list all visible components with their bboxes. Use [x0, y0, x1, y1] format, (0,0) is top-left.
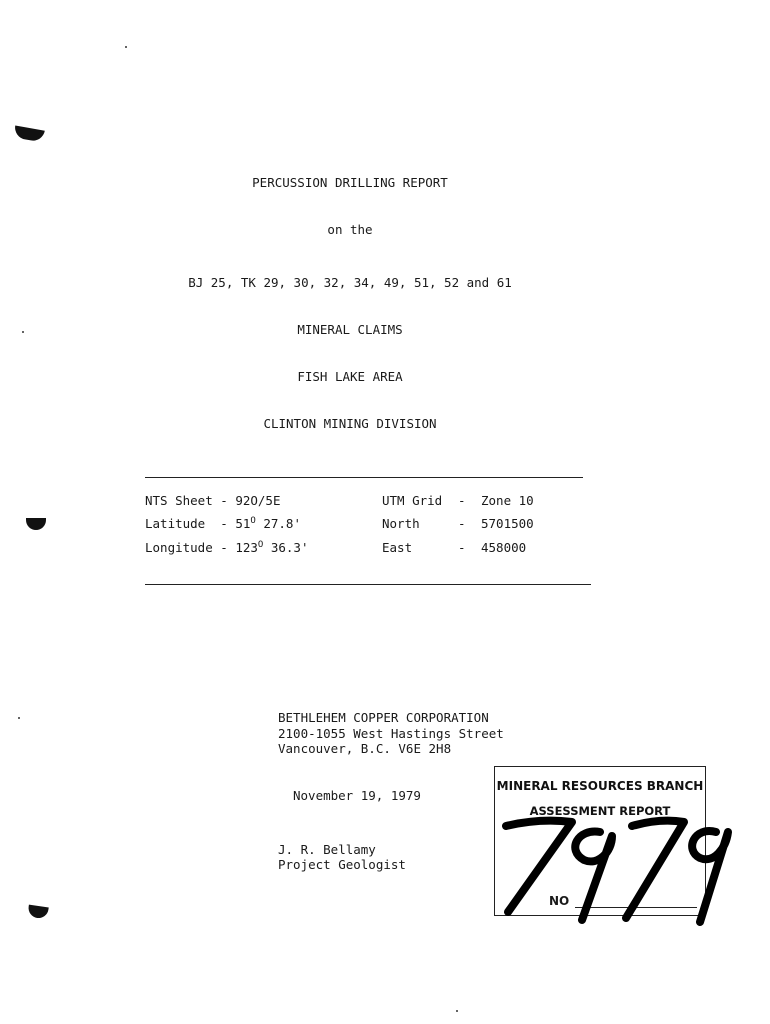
degree-symbol: O [257, 540, 264, 550]
author-position: Project Geologist [278, 857, 406, 872]
report-title-on-the: on the [327, 222, 373, 237]
report-claims-list: BJ 25, TK 29, 30, 32, 34, 49, 51, 52 and 61 [188, 275, 512, 290]
stamp-title: MINERAL RESOURCES BRANCH [496, 779, 704, 793]
author-name: J. R. Bellamy [278, 842, 376, 857]
punch-hole-mark [13, 125, 45, 142]
dash: - [458, 516, 466, 531]
dash: - [458, 540, 466, 555]
speck [18, 717, 20, 719]
report-mineral-claims: MINERAL CLAIMS [297, 322, 403, 337]
utm-grid-value: Zone 10 [481, 493, 534, 508]
latitude-degrees: 51 [235, 516, 251, 532]
stamp-number-label: NO [549, 894, 570, 908]
dash: - [220, 540, 228, 556]
utm-grid-label: UTM Grid [382, 493, 443, 508]
nts-sheet-value: 92O/5E [235, 493, 281, 508]
table-bottom-rule [145, 584, 591, 585]
assessment-report-stamp [494, 766, 706, 916]
nts-sheet-label: NTS Sheet [145, 493, 213, 508]
latitude-minutes: 27.8' [263, 516, 301, 532]
north-value: 5701500 [481, 516, 534, 531]
latitude-row [145, 516, 301, 531]
longitude-label: Longitude [145, 540, 213, 556]
company-city: Vancouver, B.C. V6E 2H8 [278, 741, 452, 756]
dash: - [220, 516, 228, 532]
dash: - [220, 493, 228, 508]
dash: - [458, 493, 466, 508]
degree-symbol: O [250, 516, 256, 526]
longitude-minutes: 36.3' [270, 540, 309, 556]
speck [125, 46, 127, 48]
report-title: PERCUSSION DRILLING REPORT [252, 175, 448, 190]
company-name: BETHLEHEM COPPER CORPORATION [278, 710, 489, 725]
company-street: 2100-1055 West Hastings Street [278, 726, 504, 741]
report-area: FISH LAKE AREA [297, 369, 403, 384]
latitude-label: Latitude [145, 516, 206, 532]
table-top-rule [145, 477, 583, 478]
north-label: North [382, 516, 420, 531]
east-value: 458000 [481, 540, 527, 555]
longitude-row [145, 540, 309, 555]
stamp-subtitle: ASSESSMENT REPORT [529, 804, 671, 818]
report-date: November 19, 1979 [293, 788, 421, 803]
nts-sheet-row [145, 493, 280, 508]
speck [456, 1010, 458, 1012]
punch-hole-mark [26, 518, 46, 530]
longitude-degrees: 123 [235, 540, 258, 556]
east-label: East [382, 540, 413, 555]
punch-hole-mark [27, 905, 48, 920]
report-mining-division: CLINTON MINING DIVISION [263, 416, 437, 431]
stamp-number-line [575, 907, 697, 908]
